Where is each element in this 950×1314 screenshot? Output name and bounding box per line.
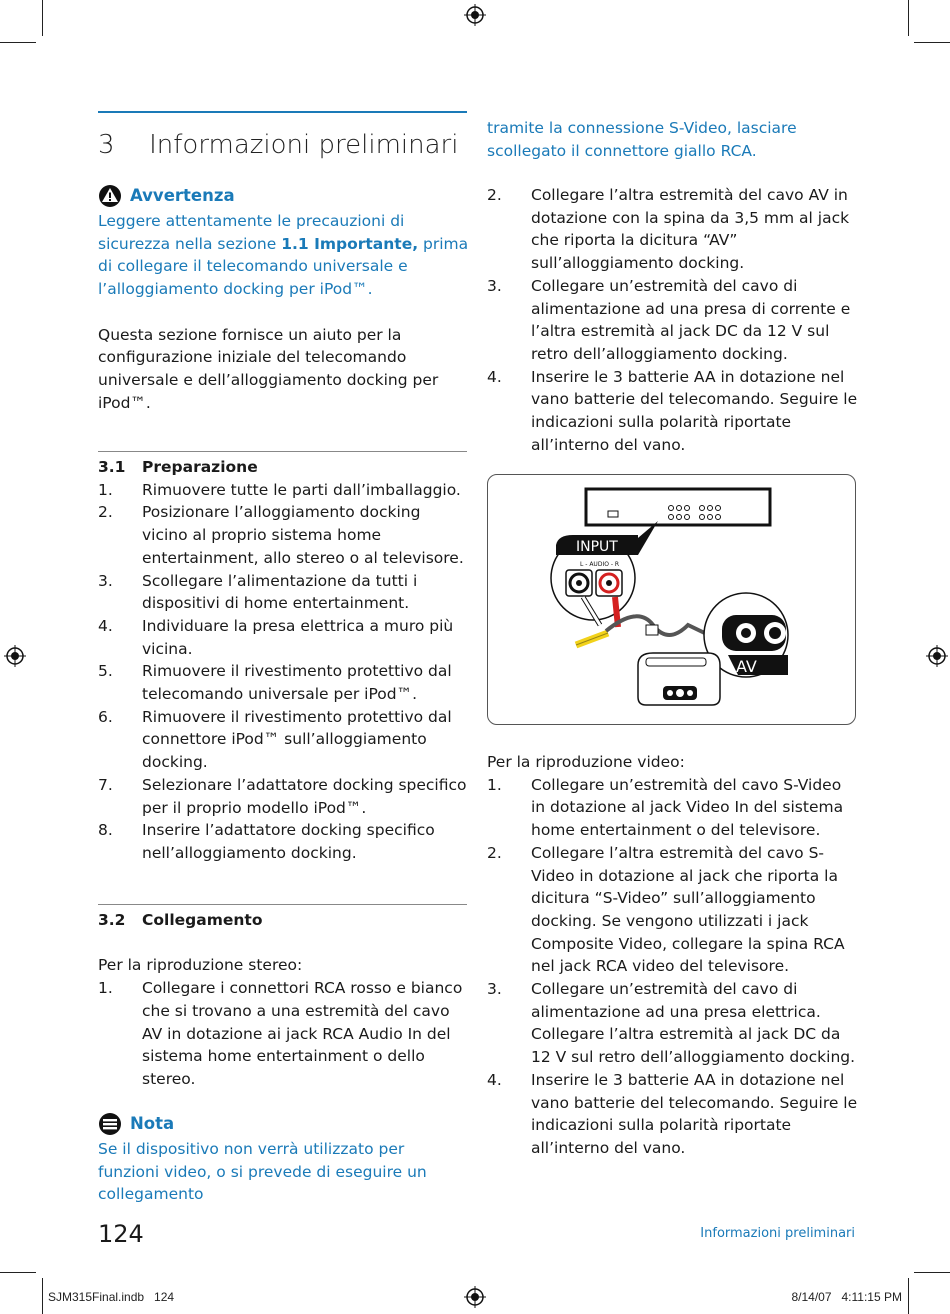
chapter-title: Informazioni preliminari bbox=[149, 130, 459, 160]
chapter-heading bbox=[98, 130, 458, 160]
list-item bbox=[98, 501, 470, 569]
step-text: Individuare la presa elettrica a muro più vicina. bbox=[142, 616, 454, 658]
note-heading bbox=[98, 1112, 470, 1136]
input-label: INPUT bbox=[576, 539, 618, 555]
note-text-right: tramite la connessione S-Video, lasciare scollegato il connettore giallo RCA. bbox=[487, 119, 797, 160]
list-item bbox=[98, 706, 470, 774]
step-text: Rimuovere tutte le parti dall’imballaggio. bbox=[142, 480, 461, 499]
list-item bbox=[487, 1069, 859, 1160]
list-item bbox=[98, 819, 470, 864]
step-number: 4. bbox=[487, 1070, 502, 1089]
note-text-left: Se il dispositivo non verrà utilizzato per funzioni video, o si prevede di eseguire un collegamento bbox=[98, 1140, 427, 1204]
connection-heading bbox=[98, 909, 470, 932]
crop-mark bbox=[914, 1272, 950, 1273]
list-item bbox=[487, 842, 859, 978]
list-item bbox=[98, 977, 470, 1091]
connection-diagram bbox=[487, 474, 856, 725]
step-number: 8. bbox=[98, 821, 113, 840]
step-text: Posizionare l’alloggiamento docking vicino al proprio sistema home entertainment, allo stereo o al televisore. bbox=[142, 503, 464, 567]
stereo-intro: Per la riproduzione stereo: bbox=[98, 956, 303, 975]
connection-section bbox=[98, 909, 470, 1091]
list-item bbox=[98, 615, 470, 660]
step-text: Collegare un’estremità del cavo S-Video in dotazione al jack Video In del sistema home entertainment o del televisore. bbox=[531, 775, 844, 840]
registration-mark-icon bbox=[464, 4, 486, 26]
section-rule bbox=[98, 451, 467, 452]
registration-mark-icon bbox=[926, 645, 948, 667]
registration-mark-icon bbox=[464, 1286, 486, 1308]
step-number: 2. bbox=[487, 186, 502, 204]
step-number: 4. bbox=[487, 367, 502, 386]
list-item bbox=[98, 570, 470, 615]
chapter-number: 3 bbox=[98, 130, 115, 160]
preparation-section bbox=[98, 456, 470, 865]
video-intro: Per la riproduzione video: bbox=[487, 753, 685, 771]
step-number: 3. bbox=[487, 980, 502, 999]
step-number: 2. bbox=[98, 503, 113, 522]
step-text: Rimuovere il rivestimento protettivo dal telecomando universale per iPod™. bbox=[142, 662, 452, 704]
step-number: 7. bbox=[98, 775, 113, 794]
step-number: 1. bbox=[98, 979, 113, 998]
left-column bbox=[98, 184, 470, 414]
video-steps bbox=[487, 774, 859, 1160]
step-number: 4. bbox=[98, 616, 113, 635]
step-text: Inserire le 3 batterie AA in dotazione nel vano batterie del telecomando. Seguire le indicazioni sulla polarità riportate all’interno del vano. bbox=[531, 1070, 858, 1157]
av-label: AV bbox=[736, 657, 757, 676]
step-text: Inserire le 3 batterie AA in dotazione nel vano batterie del telecomando. Seguire le indicazioni sulla polarità riportate all’interno del vano. bbox=[531, 367, 858, 454]
list-item bbox=[487, 184, 859, 275]
print-slug-date: 8/14/07 4:11:15 PM bbox=[791, 1290, 902, 1304]
note-icon bbox=[98, 1112, 122, 1136]
crop-mark bbox=[0, 42, 36, 43]
preparation-steps bbox=[98, 479, 470, 865]
stereo-steps-continued bbox=[487, 184, 859, 456]
crop-mark bbox=[0, 1272, 36, 1273]
print-slug-file: SJM315Final.indb 124 bbox=[48, 1290, 175, 1304]
crop-mark bbox=[42, 1278, 43, 1314]
stereo-steps bbox=[98, 977, 470, 1091]
preparation-number: 3.1 bbox=[98, 458, 126, 476]
step-text: Collegare un’estremità del cavo di alimentazione ad una presa di corrente e l’altra estremità al jack DC da 12 V sul retro dell’alloggiamento docking. bbox=[531, 276, 851, 363]
intro-paragraph: Questa sezione fornisce un aiuto per la configurazione iniziale del telecomando universale e dell’alloggiamento docking per iPod™. bbox=[98, 325, 439, 412]
warning-heading bbox=[98, 184, 470, 208]
right-column-steps bbox=[487, 184, 859, 456]
list-item bbox=[487, 774, 859, 842]
step-text: Inserire l’adattatore docking specifico nell’alloggiamento docking. bbox=[142, 821, 435, 862]
note-box bbox=[98, 1112, 470, 1206]
crop-mark bbox=[42, 0, 43, 36]
step-text: Selezionare l’adattatore docking specifico per il proprio modello iPod™. bbox=[142, 775, 467, 817]
step-number: 5. bbox=[98, 662, 113, 681]
list-item bbox=[98, 774, 470, 819]
step-number: 3. bbox=[487, 276, 502, 295]
preparation-title: Preparazione bbox=[142, 458, 258, 476]
registration-mark-icon bbox=[4, 645, 26, 667]
video-section bbox=[487, 751, 859, 1160]
step-number: 6. bbox=[98, 707, 113, 726]
warning-text-bold: 1.1 Importante, bbox=[281, 234, 419, 253]
connection-title: Collegamento bbox=[142, 911, 263, 929]
crop-mark bbox=[914, 42, 950, 43]
warning-text-before: Leggere attentamente le precauzioni di sicurezza nella sezione bbox=[98, 212, 405, 253]
warning-text-after: prima di collegare il telecomando universale e l’alloggiamento docking per iPod™. bbox=[98, 234, 469, 299]
step-number: 2. bbox=[487, 843, 502, 862]
warning-text bbox=[98, 210, 470, 301]
crop-mark bbox=[908, 1278, 909, 1314]
preparation-heading bbox=[98, 456, 470, 479]
step-text: Collegare l’altra estremità del cavo S-Video in dotazione al jack che riporta la dicitura “S-Video” sull’alloggiamento docking. Se vengono utilizzati i jack Composite Video, collegare la spina RCA nel jack RCA video del televisore. bbox=[531, 843, 845, 976]
step-text: Collegare i connettori RCA rosso e bianco che si trovano a una estremità del cavo AV in dotazione ai jack RCA Audio In del sistema home entertainment o dello stereo. bbox=[142, 979, 463, 1088]
note-heading-text: Nota bbox=[130, 1113, 175, 1133]
step-text: Collegare l’altra estremità del cavo AV in dotazione con la spina da 3,5 mm al jack che riporta la dicitura “AV” sull’alloggiamento docking. bbox=[531, 186, 850, 273]
warning-heading-text: Avvertenza bbox=[130, 185, 235, 205]
step-text: Collegare un’estremità del cavo di alimentazione ad una presa elettrica. Collegare l’altra estremità al jack DC da 12 V sul retro dell’alloggiamento docking. bbox=[531, 980, 856, 1067]
list-item bbox=[487, 978, 859, 1069]
chapter-rule bbox=[98, 111, 467, 113]
list-item bbox=[98, 479, 470, 502]
step-text: Scollegare l’alimentazione da tutti i dispositivi di home entertainment. bbox=[142, 571, 418, 613]
step-number: 1. bbox=[487, 775, 502, 794]
step-number: 3. bbox=[98, 571, 113, 590]
section-rule bbox=[98, 904, 467, 905]
list-item bbox=[98, 660, 470, 705]
crop-mark bbox=[908, 0, 909, 36]
list-item bbox=[487, 275, 859, 366]
page-number: 124 bbox=[98, 1220, 144, 1248]
connection-number: 3.2 bbox=[98, 911, 126, 929]
audio-label: L - AUDIO - R bbox=[580, 561, 620, 568]
footer-section-title: Informazioni preliminari bbox=[700, 1226, 855, 1241]
step-number: 1. bbox=[98, 480, 113, 499]
warning-icon bbox=[98, 184, 122, 208]
connection-diagram-illustration bbox=[488, 475, 855, 724]
list-item bbox=[487, 366, 859, 457]
step-text: Rimuovere il rivestimento protettivo dal connettore iPod™ sull’alloggiamento docking. bbox=[142, 707, 452, 772]
